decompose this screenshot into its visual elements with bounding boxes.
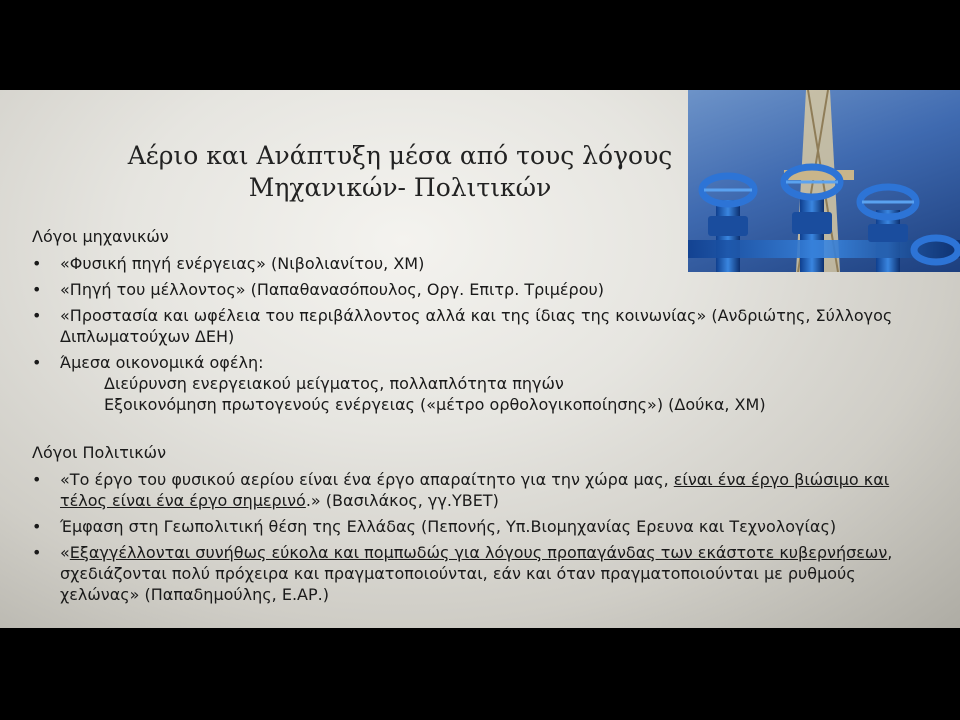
section-gap [32,420,912,442]
engineers-list [32,253,912,415]
list-item: • «Προστασία και ωφέλεια του περιβάλλοντος αλλά και της ίδιας της κοινωνίας» (Ανδριώτης, Σύλλογος Διπλωματούχων ΔΕΗ) [32,305,912,347]
title-line-1: Αέριο και Ανάπτυξη μέσα από τους λόγους [127,141,673,170]
quote-text: «Το έργο του φυσικού αερίου είναι ένα έργο απαραίτητο για την χώρα μας, [60,470,674,489]
quote-open: « [60,543,70,562]
list-item: • «Φυσική πηγή ενέργειας» (Νιβολιανίτου, ΧΜ) [32,253,912,274]
list-item [32,542,912,605]
list-item [32,469,912,511]
list-item [32,352,912,415]
quote-source: , σχεδιάζονται πολύ πρόχειρα και πραγματοποιούνται, εάν και όταν πραγματοποιούνται με ρυθμούς χελώνας» (Παπαδημούλης, Ε.ΑΡ.) [60,543,893,604]
sub-item: Διεύρυνση ενεργειακού μείγματος, πολλαπλότητα πηγών [104,374,564,393]
politicians-heading: Λόγοι Πολιτικών [32,443,167,462]
list-item: • Έμφαση στη Γεωπολιτική θέση της Ελλάδας (Πεπονής, Υπ.Βιομηχανίας Ερευνα και Τεχνολογίας) [32,516,912,537]
title-line-2: Μηχανικών- Πολιτικών [248,173,552,202]
underlined-quote: Εξαγγέλλονται συνήθως εύκολα και πομπωδώς για λόγους προπαγάνδας των εκάστοτε κυβερνήσεων [69,543,888,562]
sub-item: Εξοικονόμηση πρωτογενούς ενέργειας («μέτρο ορθολογικοποίησης») (Δούκα, ΧΜ) [104,395,766,414]
politicians-list [32,469,912,605]
underlined-quote: είναι ένα έργο βιώσιμο και τέλος είναι ένα έργο σημερινό [60,470,890,510]
engineers-heading: Λόγοι μηχανικών [32,227,169,246]
slide-title [110,140,690,204]
quote-source: .» (Βασιλάκος, γγ.ΥΒΕΤ) [305,491,499,510]
slide [0,90,960,628]
slide-body [32,226,912,610]
list-item: • «Πηγή του μέλλοντος» (Παπαθανασόπουλος, Οργ. Επιτρ. Τριμέρου) [32,279,912,300]
list-item-text: • Άμεσα οικονομικά οφέλη: [60,353,264,372]
